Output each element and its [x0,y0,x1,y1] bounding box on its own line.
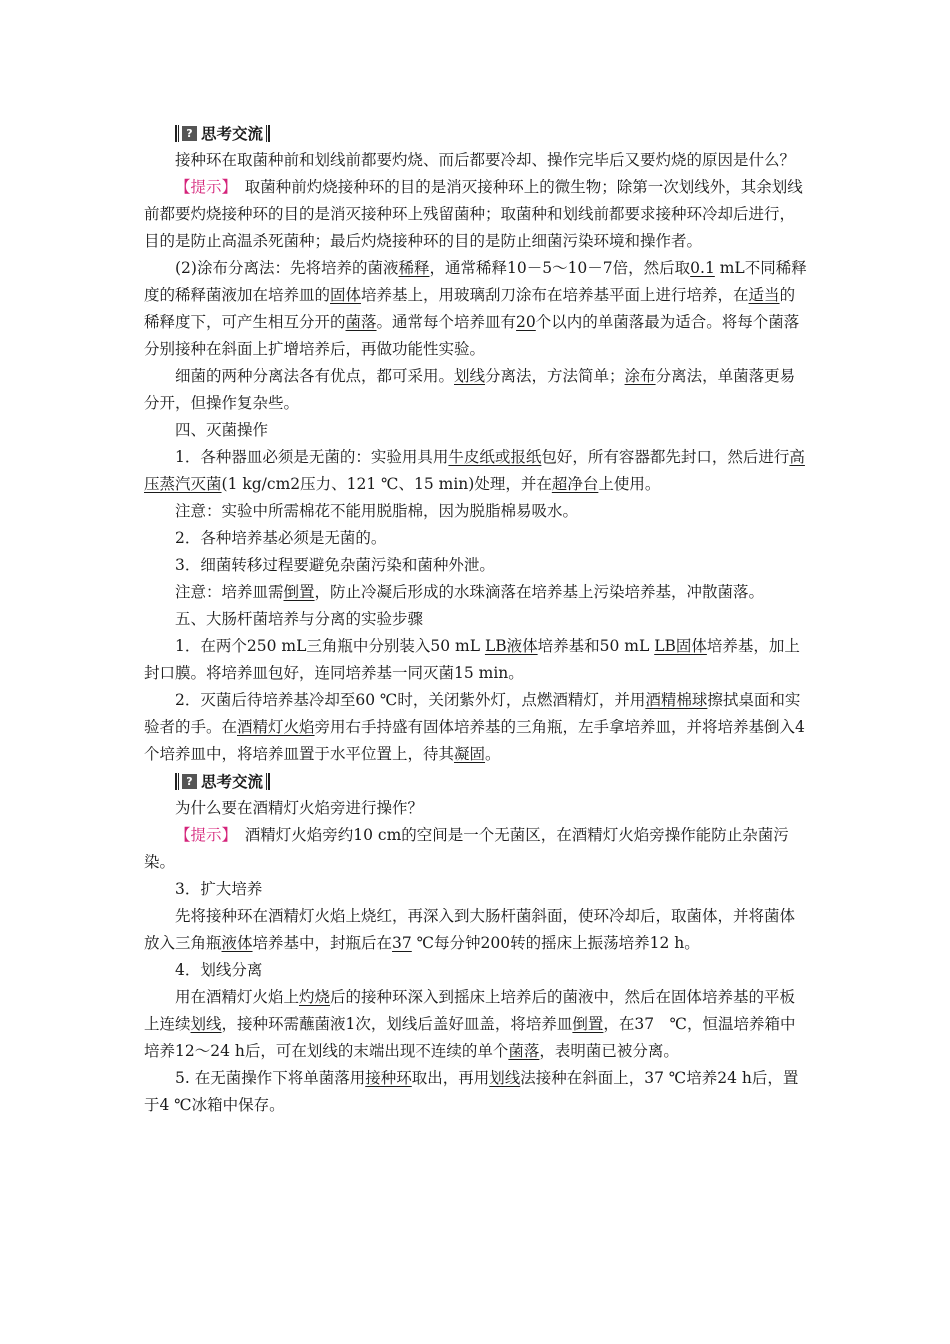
section-5-title: 五、大肠杆菌培养与分离的实验步骤 [175,610,424,628]
underlined-answer: 接种环 [365,1069,412,1087]
text: 注意：培养皿需 [175,583,284,601]
text: ，接种环需蘸菌液1次，划线后盖好皿盖，将培养皿 [221,1015,573,1033]
document-body [144,120,810,1119]
text: 1．在两个250 mL三角瓶中分别装入50 mL [175,637,485,655]
underlined-answer: 37 [392,934,412,952]
text: 培养基和50 mL [537,637,655,655]
text: ，表明菌已被分离。 [539,1042,679,1060]
sec5-step-1 [144,633,810,687]
think-question-2: 为什么要在酒精灯火焰旁进行操作？ [175,799,424,817]
text: 培养基，加上封口膜。将培养皿包好，连同培养基一同灭菌15 min。 [144,637,800,682]
underlined-answer: 超净台 [551,475,599,493]
underlined-answer: 倒置 [283,583,315,601]
underlined-answer: 酒精棉球 [645,691,708,709]
sec4-item-1 [144,444,810,498]
hint-label: 【提示】 [175,826,230,844]
hint-text: 取菌种前灼烧接种环的目的是消灭接种环上的微生物；除第一次划线外，其余划线前都要灼烧接种环的目的是消灭接种环上残留菌种；取菌种和划线前都要求接种环冷却后进行，目的是防止高温杀死菌种；最后灼烧接种环的目的是防止细菌污染环境和操作者。 [144,178,803,250]
text: 个以内的单菌落最为适合。将每个菌落分别接种在斜面上扩增培养后，再做功能性实验。 [144,313,800,358]
underlined-answer: 灼烧 [299,988,331,1006]
underlined-answer: 适当 [748,286,780,304]
text: ℃每分钟200转的摇床上振荡培养12 h。 [411,934,700,952]
think-exchange-title: 思考交流 [201,772,264,791]
hint-label: 【提示】 [175,178,230,196]
text: 分离法，单菌落更易分开，但操作复杂些。 [144,367,796,412]
right-bars-icon [266,125,270,142]
sec4-note-1: 注意：实验中所需棉花不能用脱脂棉，因为脱脂棉易吸水。 [175,502,579,520]
think-exchange-title: 思考交流 [201,124,264,143]
underlined-answer: 凝固 [454,745,486,763]
question-icon: ? [182,774,197,789]
underlined-answer: LB液体 [484,637,538,655]
text: mL不同稀释度的稀释菌液加在培养皿的 [144,259,807,304]
underlined-answer: 牛皮纸或报纸 [448,448,542,466]
text: 用在酒精灯火焰上 [175,988,300,1006]
text: (2)涂布分离法：先将培养的菌液 [175,259,399,277]
underlined-answer: 液体 [221,934,253,952]
section-4-title: 四、灭菌操作 [175,421,269,439]
underlined-answer: 0.1 [690,259,715,277]
sec4-note-2 [144,579,810,606]
step-3-body [144,903,810,957]
underlined-answer: 高压蒸汽灭菌 [144,448,805,493]
compare-paragraph [144,363,810,417]
underlined-answer: 划线 [454,367,486,385]
think-exchange-heading-1 [175,120,810,147]
underlined-answer: 固体 [330,286,362,304]
step-4-title: 4．划线分离 [175,961,263,979]
think-question-1: 接种环在取菌种前和划线前都要灼烧、而后都要冷却、操作完毕后又要灼烧的原因是什么？ [175,151,796,169]
spread-method-paragraph [144,255,810,363]
text: 。通常每个培养皿有 [376,313,517,331]
text: 的稀释度下，可产生相互分开的 [144,286,796,331]
step-5-body [144,1065,810,1119]
text: 1．各种器皿必须是无菌的：实验用具用 [175,448,449,466]
question-icon: ? [182,126,197,141]
think-exchange-heading-2 [175,768,810,795]
underlined-answer: 涂布 [624,367,656,385]
text: 。 [485,745,501,763]
text: 分离法，方法简单； [485,367,625,385]
underlined-answer: 倒置 [572,1015,604,1033]
text: 5. 在无菌操作下将单菌落用 [175,1069,366,1087]
sec4-item-2: 2．各种培养基必须是无菌的。 [175,529,387,547]
step-4-body [144,984,810,1065]
text: 擦拭桌面和实验者的手。在 [144,691,801,736]
left-bars-icon [175,125,179,142]
hint-paragraph-2 [144,822,810,876]
underlined-answer: 20 [516,313,536,331]
text: 细菌的两种分离法各有优点，都可采用。 [175,367,455,385]
text: 2．灭菌后待培养基冷却至60 ℃时，关闭紫外灯，点燃酒精灯，并用 [175,691,646,709]
left-bars-icon [175,773,179,790]
text: 上使用。 [598,475,661,493]
text: ，通常稀释10－5～10－7倍，然后取 [429,259,691,277]
text: 培养基中，封瓶后在 [252,934,393,952]
right-bars-icon [266,773,270,790]
underlined-answer: 划线 [489,1069,521,1087]
underlined-answer: 酒精灯火焰 [237,718,315,736]
text: 法接种在斜面上，37 ℃培养24 h后，置于4 ℃冰箱中保存。 [144,1069,799,1114]
text: ，防止冷凝后形成的水珠滴落在培养基上污染培养基，冲散菌落。 [314,583,765,601]
hint-paragraph-1 [144,174,810,255]
text: 旁用右手持盛有固体培养基的三角瓶，左手拿培养皿，并将培养基倒入4个培养皿中，将培养皿置于水平位置上，待其 [144,718,805,763]
underlined-answer: 菌落 [508,1042,540,1060]
underlined-answer: 划线 [190,1015,222,1033]
sec5-step-2 [144,687,810,768]
text: 培养基上，用玻璃刮刀涂布在培养基平面上进行培养，在 [361,286,749,304]
underlined-answer: 菌落 [345,313,377,331]
text: 包好，所有容器都先封口，然后进行 [541,448,790,466]
underlined-answer: LB固体 [654,637,707,655]
text: 后的接种环深入到摇床上培养后的菌液中，然后在固体培养基的平板上连续 [144,988,796,1033]
step-3-title: 3．扩大培养 [175,880,263,898]
text: (1 kg/cm2压力、121 ℃、15 min)处理，并在 [221,475,552,493]
text: 先将接种环在酒精灯火焰上烧红，再深入到大肠杆菌斜面，使环冷却后，取菌体，并将菌体放入三角瓶 [144,907,796,952]
underlined-answer: 稀释 [398,259,430,277]
sec4-item-3: 3．细菌转移过程要避免杂菌污染和菌种外泄。 [175,556,495,574]
hint-text: 酒精灯火焰旁约10 cm的空间是一个无菌区，在酒精灯火焰旁操作能防止杂菌污染。 [144,826,789,871]
text: ，在37 ℃，恒温培养箱中培养12～24 h后，可在划线的末端出现不连续的单个 [144,1015,796,1060]
text: 取出，再用 [411,1069,490,1087]
